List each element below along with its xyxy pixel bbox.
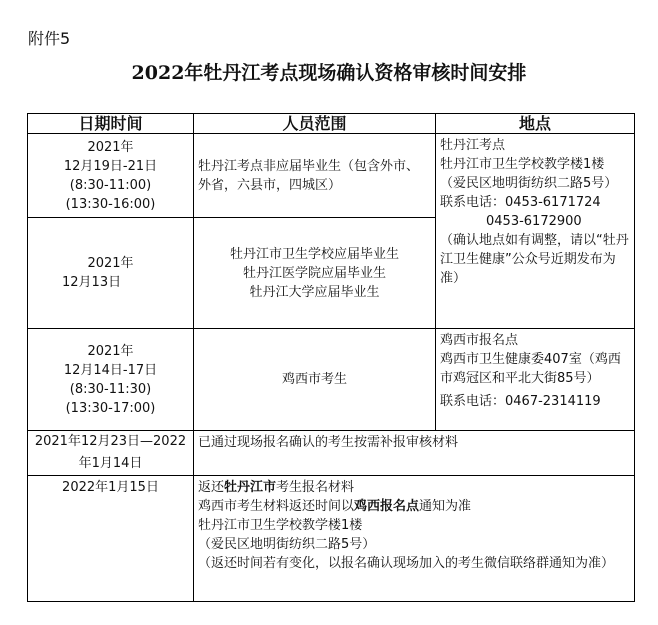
date-line: 2021年 bbox=[87, 343, 134, 359]
location-line: 牡丹江市卫生学校教学楼1楼 bbox=[440, 157, 605, 172]
date-line: 2021年 bbox=[87, 139, 134, 155]
date-line: 12月19日-21日 bbox=[63, 158, 158, 174]
phone-line: 0453-6172900 bbox=[486, 214, 582, 229]
location-line: 鸡西市卫生健康委407室（鸡西市鸡冠区和平北大街85号） bbox=[440, 352, 621, 386]
scope-cell bbox=[194, 218, 436, 329]
scope-text: 鸡西市考生 bbox=[281, 372, 347, 387]
table-row bbox=[28, 431, 635, 476]
scope-cell bbox=[194, 431, 635, 476]
return-line: 鸡西市考生材料返还时间以鸡西报名点通知为准 bbox=[198, 499, 472, 514]
location-jixi bbox=[436, 329, 635, 431]
return-cell bbox=[194, 476, 635, 602]
return-line: 牡丹江市卫生学校教学楼1楼 bbox=[198, 518, 363, 533]
scope-cell bbox=[194, 329, 436, 431]
table-row bbox=[28, 476, 635, 602]
return-line: （爱民区地明街纺织二路5号） bbox=[198, 537, 376, 552]
scope-text: 牡丹江大学应届毕业生 bbox=[249, 284, 380, 300]
location-note: （确认地点如有调整，请以“牡丹江卫生健康”公众号近期发布为准） bbox=[440, 233, 629, 286]
scope-text: 牡丹江考点非应届毕业生（包含外市、外省，六县市，四城区） bbox=[198, 158, 420, 193]
time-line: (13:30-17:00) bbox=[65, 400, 156, 416]
attachment-label: 附件5 bbox=[28, 29, 71, 48]
header-date: 日期时间 bbox=[28, 114, 194, 134]
date-cell bbox=[28, 218, 194, 329]
page-title: 2022年牡丹江考点现场确认资格审核时间安排 bbox=[131, 62, 527, 84]
date-line: 2021年 bbox=[87, 256, 134, 271]
date-line: 12月14日-17日 bbox=[63, 362, 158, 378]
scope-text: 牡丹江市卫生学校应届毕业生 bbox=[229, 246, 399, 262]
time-line: (13:30-16:00) bbox=[65, 196, 156, 212]
scope-cell bbox=[194, 134, 436, 218]
time-line: (8:30-11:30) bbox=[69, 381, 152, 397]
location-mudanjiang bbox=[436, 134, 635, 329]
date-cell bbox=[28, 329, 194, 431]
scope-text: 牡丹江医学院应届毕业生 bbox=[242, 265, 386, 281]
table-row bbox=[28, 134, 635, 218]
return-note: （返还时间若有变化，以报名确认现场加入的考生微信联络群通知为准） bbox=[198, 556, 615, 571]
location-line: （爱民区地明街纺织二路5号） bbox=[440, 176, 618, 191]
table-row bbox=[28, 329, 635, 431]
header-row bbox=[28, 114, 635, 134]
date-cell: 2022年1月15日 bbox=[28, 476, 194, 602]
date-line: 12月13日 bbox=[62, 275, 122, 290]
header-scope: 人员范围 bbox=[194, 114, 436, 134]
schedule-table bbox=[27, 113, 635, 602]
location-line: 鸡西市报名点 bbox=[440, 333, 519, 348]
location-line: 牡丹江考点 bbox=[440, 138, 506, 153]
date-cell: 2021年12月23日—2022年1月14日 bbox=[28, 431, 194, 476]
phone-line: 联系电话：0453-6171724 bbox=[440, 195, 601, 210]
header-location: 地点 bbox=[436, 114, 635, 134]
return-line: 返还牡丹江市考生报名材料 bbox=[198, 480, 355, 495]
date-cell bbox=[28, 134, 194, 218]
scope-text: 已通过现场报名确认的考生按需补报审核材料 bbox=[198, 435, 459, 450]
time-line: (8:30-11:00) bbox=[69, 177, 152, 193]
phone-line: 联系电话：0467-2314119 bbox=[440, 394, 601, 409]
